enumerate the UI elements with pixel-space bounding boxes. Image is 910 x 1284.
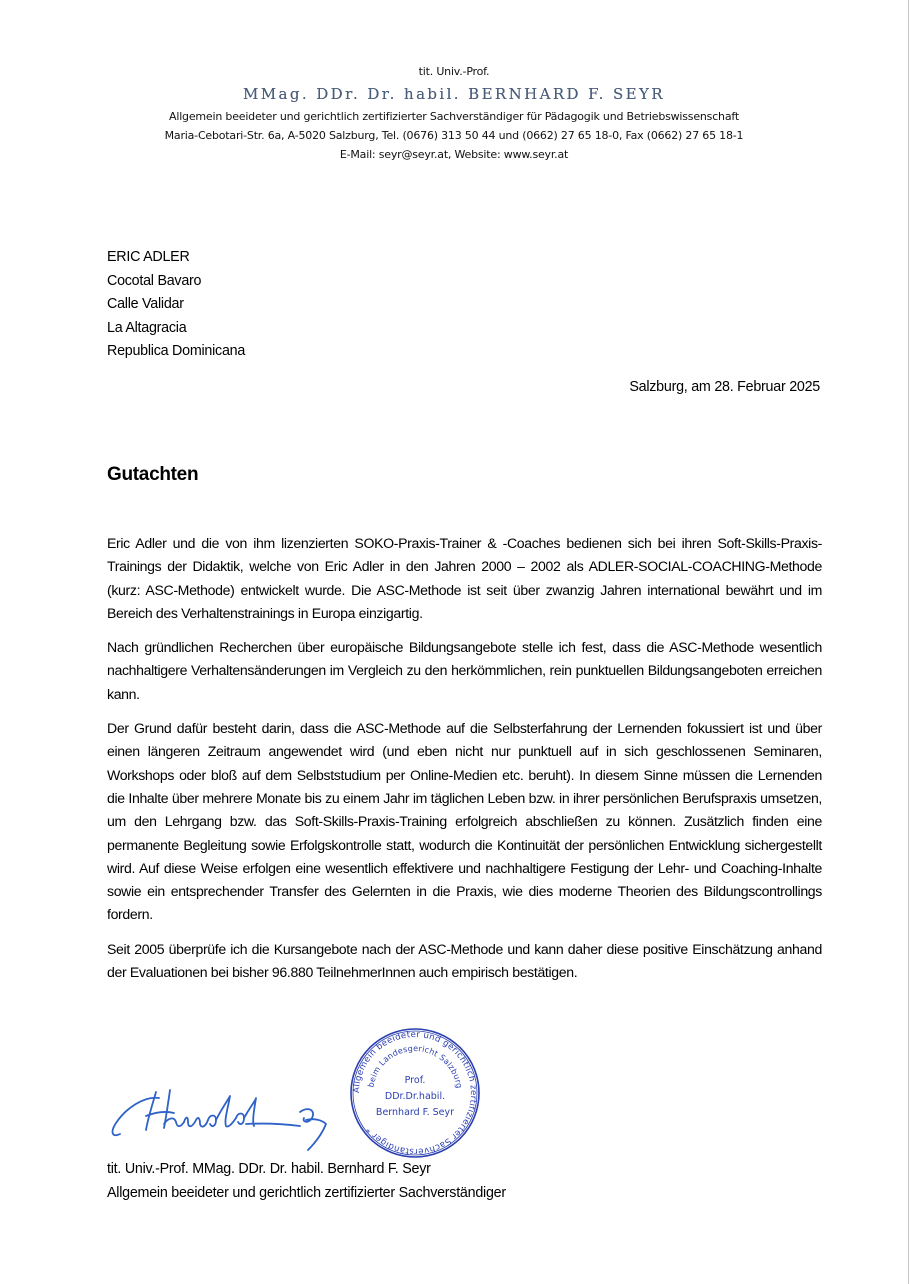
recipient-line: Calle Validar bbox=[107, 296, 184, 312]
signature-icon bbox=[104, 1078, 344, 1158]
recipient-country: Republica Dominicana bbox=[107, 343, 246, 359]
recipient-line: Cocotal Bavaro bbox=[107, 272, 202, 289]
letterhead-subtitle: Allgemein beeideter und gerichtlich zertifizierter Sachverständiger für Pädagogik und Betriebswissenschaft bbox=[169, 110, 739, 123]
stamp-inner-text: beim Landesgericht Salzburg bbox=[366, 1043, 464, 1090]
stamp-center-line: DDr.Dr.habil. bbox=[384, 1091, 446, 1102]
stamp-center-line: Prof. bbox=[404, 1075, 426, 1086]
signatory-title: Allgemein beeideter und gerichtlich zertifizierter Sachverständiger bbox=[107, 1184, 506, 1201]
stamp-center-line: Bernhard F. Seyr bbox=[375, 1107, 455, 1118]
paragraph: Seit 2005 überprüfe ich die Kursangebote nach der ASC-Methode und kann daher diese positive Einschätzung anhand der Evaluationen bei bisher 96.880 TeilnehmerInnen auch empirisch bestätigen. bbox=[107, 940, 822, 981]
document-body bbox=[107, 532, 822, 995]
letterhead bbox=[0, 64, 908, 164]
paragraph: Nach gründlichen Recherchen über europäische Bildungsangebote stelle ich fest, dass die ASC-Methode wesentlich nachhaltigere Verhaltensänderungen im Vergleich zu den herkömmlichen, rein punktuellen Bildungsangeboten erreichen kann. bbox=[107, 639, 822, 702]
recipient-name: ERIC ADLER bbox=[107, 249, 190, 265]
signature-block bbox=[107, 1158, 506, 1205]
handwritten-signature bbox=[104, 1078, 344, 1158]
document-title: Gutachten bbox=[107, 464, 199, 485]
letterhead-name: MMag. DDr. Dr. habil. BERNHARD F. SEYR bbox=[243, 85, 665, 103]
letterhead-address: Maria-Cebotari-Str. 6a, A-5020 Salzburg, Tel. (0676) 313 50 44 und (0662) 27 65 18-0, Fax (0662) 27 65 18-1 bbox=[164, 129, 744, 142]
official-stamp bbox=[342, 1027, 488, 1159]
letterhead-contact: E-Mail: seyr@seyr.at, Website: www.seyr.at bbox=[339, 148, 569, 161]
seal-icon bbox=[342, 1027, 488, 1159]
letter-date: Salzburg, am 28. Februar 2025 bbox=[629, 379, 820, 395]
recipient-line: La Altagracia bbox=[107, 319, 187, 336]
signatory-name: tit. Univ.-Prof. MMag. DDr. Dr. habil. Bernhard F. Seyr bbox=[107, 1161, 431, 1177]
stamp-outer-text: Allgemein beeideter und gerichtlich zertifizierter Sachverständiger * bbox=[351, 1029, 479, 1157]
letterhead-pre-title: tit. Univ.-Prof. bbox=[418, 65, 490, 78]
paragraph: Der Grund dafür besteht darin, dass die ASC-Methode auf die Selbsterfahrung der Lernenden fokussiert ist und über einen längeren Zeitraum angewendet wird (und eben nicht nur punktuell auf in sich geschlossenen Seminaren, Workshops oder bloß auf dem Selbststudium per Online-Medien etc. beruht). In diesem Sinne müssen die Lernenden die Inhalte über mehrere Monate bis zu einem Jahr im täglichen Leben bzw. in ihrer persönlichen Berufspraxis umsetzen, um den Lehrgang bzw. das Soft-Skills-Praxis-Training erfolgreich abschließen zu können. Zusätzlich finden eine permanente Begleitung sowie Erfolgskontrolle statt, wodurch die Kontinuität der persönlichen Entwicklung sichergestellt wird. Auf diese Weise erfolgen eine wesentlich effektivere und nachhaltigere Festigung der Lehr- und Coaching-Inhalte sowie ein entsprechender Transfer des Gelernten in die Praxis, wie dies moderne Theorien des Bildungscontrollings fordern. bbox=[107, 720, 822, 923]
paragraph: Eric Adler und die von ihm lizenzierten SOKO-Praxis-Trainer & -Coaches bedienen sich bei ihren Soft-Skills-Praxis-Trainings der Didaktik, welche von Eric Adler in den Jahren 2000 – 2002 als ADLER-SOCIAL-COACHING-Methode (kurz: ASC-Methode) entwickelt wurde. Die ASC-Methode ist seit über zwanzig Jahren international bewährt und im Bereich des Verhaltenstrainings in Europa einzigartig. bbox=[107, 535, 822, 621]
recipient-address bbox=[107, 246, 245, 364]
